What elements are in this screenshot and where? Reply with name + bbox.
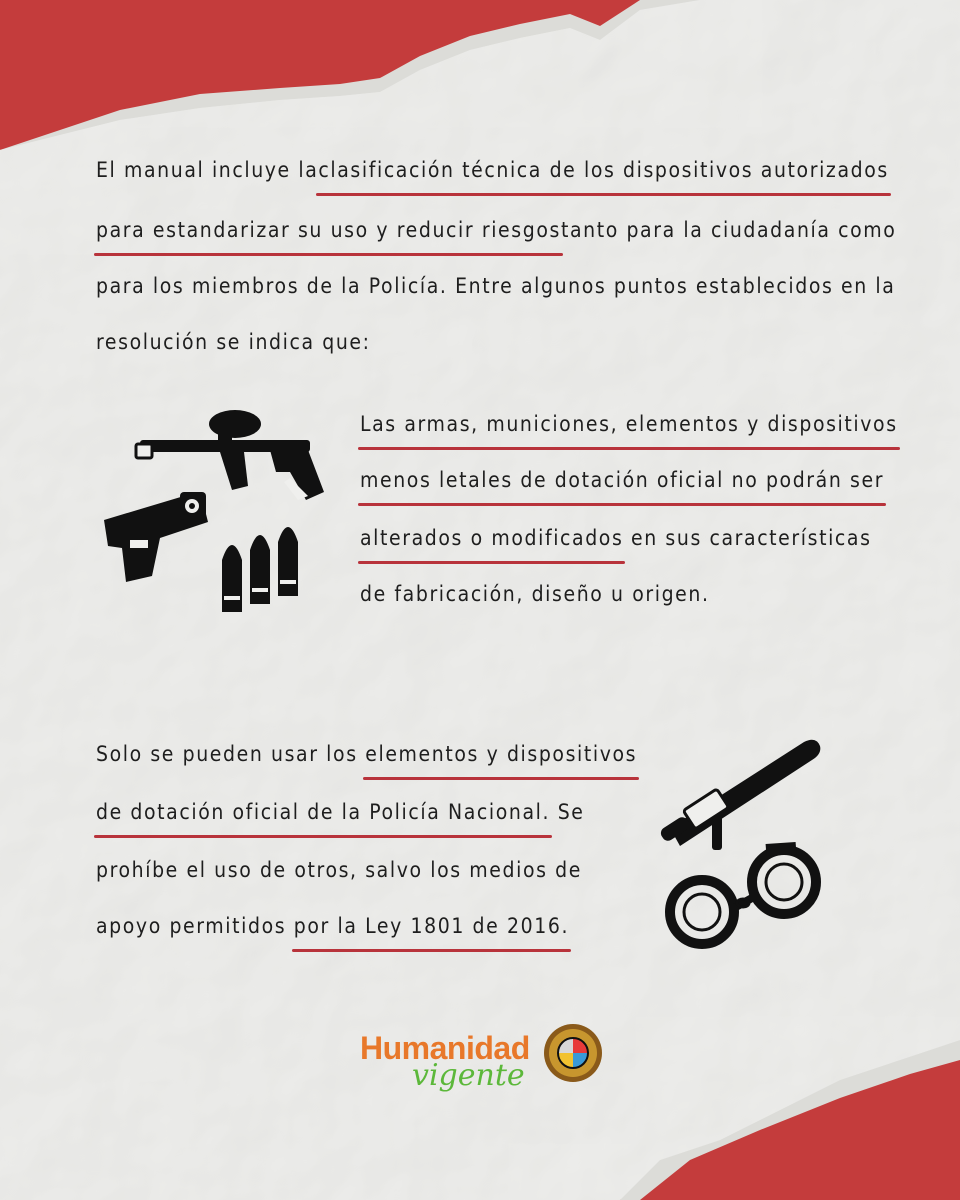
rule1-line-4-a: de fabricación, diseño u origen.	[360, 582, 710, 606]
rule1-line-3-c: en sus características	[623, 526, 872, 550]
humanidad-vigente-logo	[360, 1022, 610, 1112]
rule2-highlight-4: por la Ley 1801 de 2016.	[293, 914, 570, 938]
rule1-highlight-2: menos letales de dotación oficial no podrán ser	[360, 468, 885, 492]
rule1-line-3	[360, 526, 872, 550]
rule2-line-2	[96, 800, 585, 824]
intro-line-4-a: resolución se indica que:	[96, 330, 371, 354]
rule2-line-1-a: Solo se pueden usar los	[96, 742, 366, 766]
rule1-line-4	[360, 582, 710, 606]
logo-emblem-icon	[542, 1022, 604, 1084]
rule2-line-4-a: apoyo permitidos	[96, 914, 294, 938]
logo-word-vigente: vigente	[412, 1058, 525, 1093]
rule2-highlight-2: de dotación oficial de la Policía Nacional.	[96, 800, 551, 824]
rule-paragraph-2	[96, 742, 638, 942]
intro-line-3	[96, 274, 896, 298]
intro-highlight-1: clasificación técnica de los dispositivos autorizados	[318, 158, 889, 182]
less-lethal-weapons-icon	[100, 400, 330, 620]
intro-line-1-a: El manual incluye la	[96, 158, 319, 182]
intro-line-1	[96, 158, 889, 182]
rule1-highlight-3: alterados o modificados	[360, 526, 624, 550]
rule2-line-2-c: Se	[550, 800, 585, 824]
rule1-highlight-1: Las armas, municiones, elementos y dispositivos	[360, 412, 898, 436]
intro-highlight-2: para estandarizar su uso y reducir riesgos	[96, 218, 561, 242]
intro-paragraph	[96, 158, 897, 358]
rule2-line-4	[96, 914, 569, 938]
rule2-line-1	[96, 742, 637, 766]
rule1-line-1	[360, 412, 898, 436]
rule1-line-2	[360, 468, 884, 492]
rule-paragraph-1	[360, 412, 898, 612]
rule2-highlight-1: elementos y dispositivos	[365, 742, 638, 766]
intro-line-3-a: para los miembros de la Policía. Entre algunos puntos establecidos en la	[96, 274, 896, 298]
rule2-line-3-a: prohíbe el uso de otros, salvo los medios de	[96, 858, 582, 882]
logo-word-humanidad: Humanidad	[360, 1030, 530, 1066]
intro-line-2-c: tanto para la ciudadanía como	[560, 218, 897, 242]
baton-handcuffs-icon	[650, 730, 830, 960]
intro-line-4	[96, 330, 371, 354]
rule2-line-3	[96, 858, 582, 882]
intro-line-2	[96, 218, 897, 242]
